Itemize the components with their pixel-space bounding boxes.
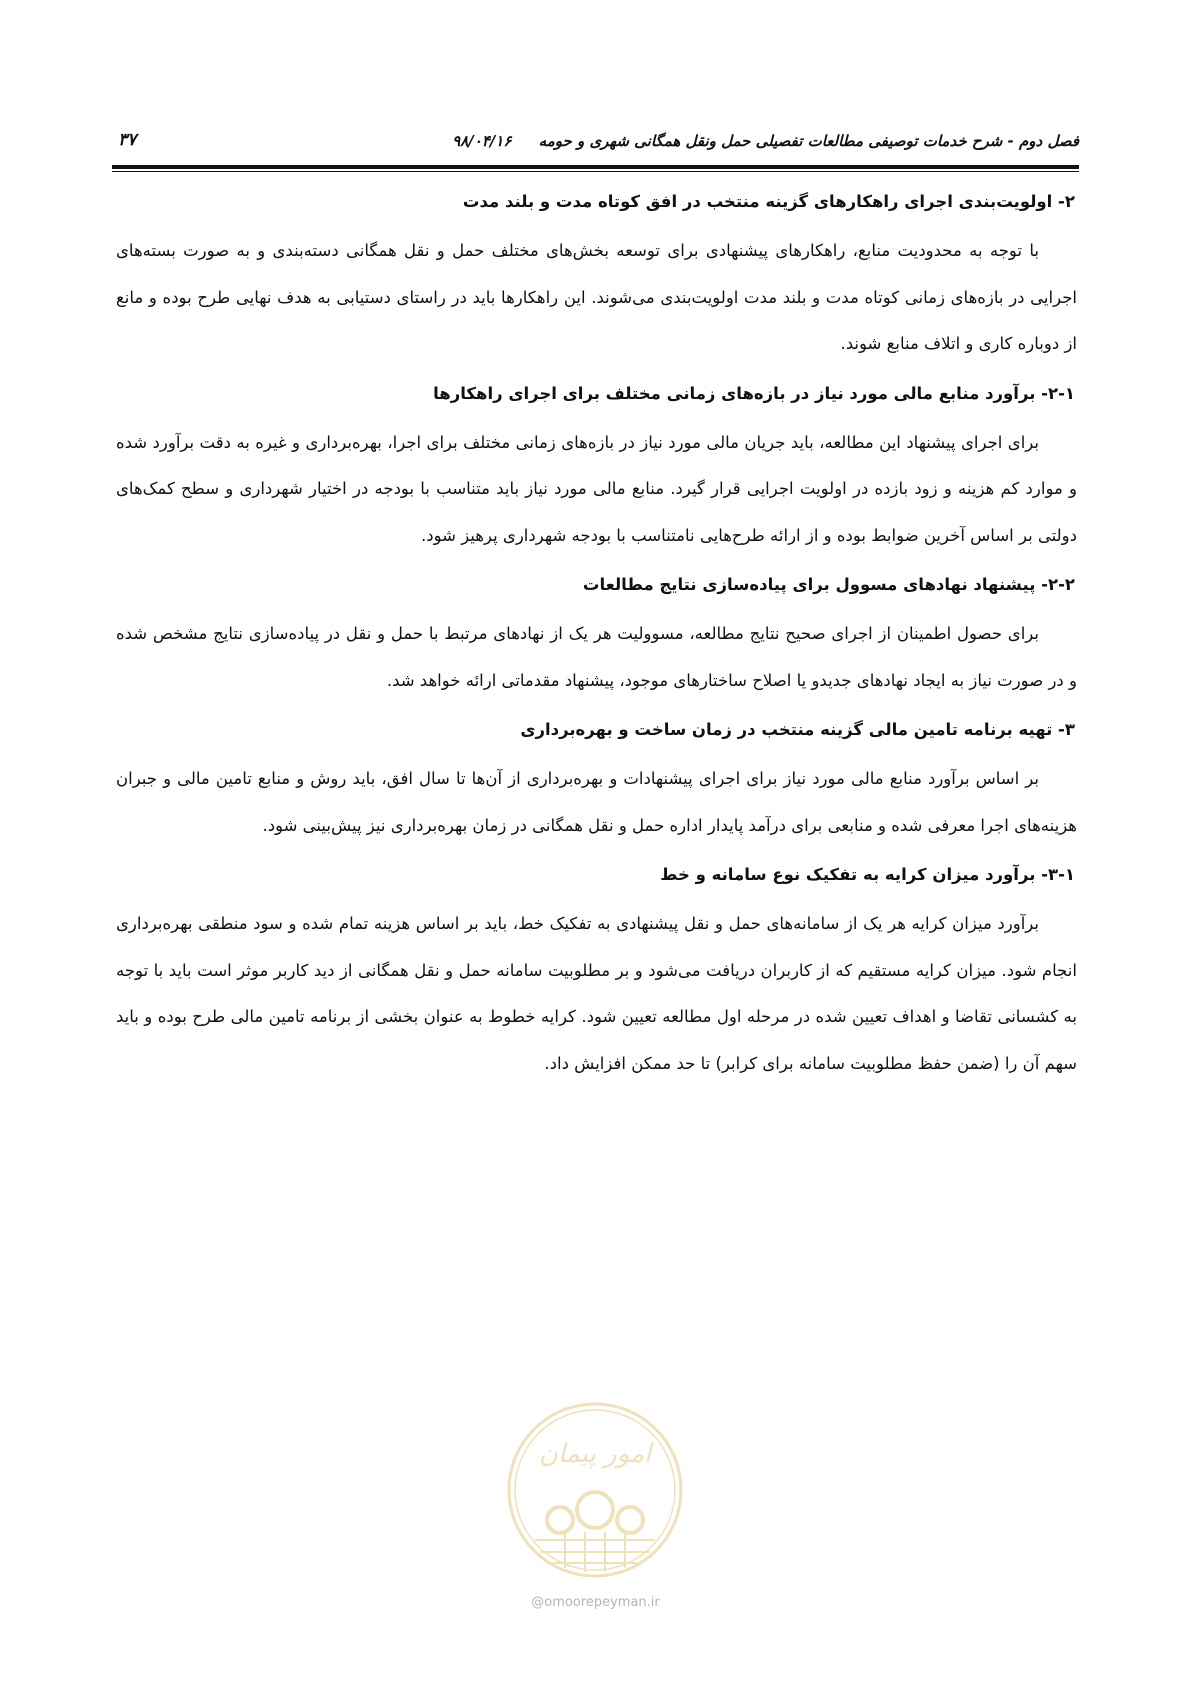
page-header [112, 128, 1079, 162]
company-logo [505, 1400, 685, 1580]
header-rule-thick [112, 165, 1079, 169]
page-body [116, 188, 1077, 1087]
section-paragraph: برای اجرای پیشنهاد این مطالعه، باید جریان مالی مورد نیاز در بازه‌های زمانی مختلف برای اجرا، بهره‌برداری و غیره به دقت برآورد شده و موارد کم هزینه و زود بازده در اولویت اجرایی قرار گیرد. منابع مالی مورد نیاز باید متناسب با بودجه در اختیار شهرداری و سطح کمک‌های دولتی بر اساس آخرین ضوابط بوده و از ارائه طرح‌هایی نامتناسب با بودجه شهرداری پرهیز شود. [116, 432, 1077, 545]
section-heading: ۲- اولویت‌بندی اجرای راهکارهای گزینه منتخب در افق کوتاه مدت و بلند مدت [462, 192, 1075, 211]
section-paragraph: برای حصول اطمینان از اجرای صحیح نتایج مطالعه، مسوولیت هر یک از نهادهای مرتبط با حمل و نقل در پیاده‌سازی نتایج مشخص شده و در صورت نیاز به ایجاد نهادهای جدیدو یا اصلاح ساختارهای موجود، پیشنهاد مقدماتی ارائه خواهد شد. [116, 624, 1077, 690]
header-rule-thin [112, 171, 1079, 172]
section-paragraph: بر اساس برآورد منابع مالی مورد نیاز برای اجرای پیشنهادات و بهره‌برداری از آن‌ها تا سال افق، باید روش و منابع تامین مالی و جبران هزینه‌های اجرا معرفی شده و منابعی برای درآمد پایدار اداره حمل و نقل همگانی در زمان بهره‌برداری نیز پیش‌بینی شود. [116, 769, 1077, 835]
section-heading: ۳-۱- برآورد میزان کرایه به تفکیک نوع سامانه و خط [660, 865, 1075, 884]
section-heading: ۲-۱- برآورد منابع مالی مورد نیاز در بازه‌های زمانی مختلف برای اجرای راهکارها [433, 383, 1075, 403]
header-date: ۹۸/۰۴/۱۶ [452, 132, 512, 150]
section-paragraph: برآورد میزان کرایه هر یک از سامانه‌های حمل و نقل پیشنهادی به تفکیک خط، باید بر اساس هزینه تمام شده و سود منطقی بهره‌برداری انجام شود. میزان کرایه مستقیم که از کاربران دریافت می‌شود و بر مطلوبیت سامانه حمل و نقل همگانی از دید کاربر موثر است باید با توجه به کشسانی تقاضا و اهداف تعیین شده در مرحله اول مطالعه تعیین شود. کرایه خطوط به عنوان بخشی از برنامه تامین مالی طرح بوده و باید سهم آن را (ضمن حفظ مطلوبیت سامانه برای کرابر) تا حد ممکن افزایش داد. [116, 914, 1077, 1073]
watermark: @omoorepeyman.ir [531, 1595, 660, 1610]
section-heading: ۲-۲- پیشنهاد نهادهای مسوول برای پیاده‌سازی نتایج مطالعات [582, 575, 1075, 594]
running-header [452, 132, 1079, 150]
section-paragraph: با توجه به محدودیت منابع، راهکارهای پیشنهادی برای توسعه بخش‌های مختلف حمل و نقل همگانی دسته‌بندی و به صورت بسته‌های اجرایی در بازه‌های زمانی کوتاه مدت و بلند مدت اولویت‌بندی می‌شوند. این راهکارها باید در راستای دستیابی به هدف نهایی طرح بوده و مانع از دوباره کاری و اتلاف منابع شوند. [116, 241, 1077, 353]
section-heading: ۳- تهیه برنامه تامین مالی گزینه منتخب در زمان ساخت و بهره‌برداری [520, 720, 1075, 739]
gear-icon [547, 1492, 643, 1533]
logo-script: امور پیمان [538, 1439, 652, 1469]
header-title: فصل دوم - شرح خدمات توصیفی مطالعات تفصیلی حمل ونقل همگانی شهری و حومه [538, 132, 1079, 150]
page-number: ۳۷ [118, 130, 137, 150]
